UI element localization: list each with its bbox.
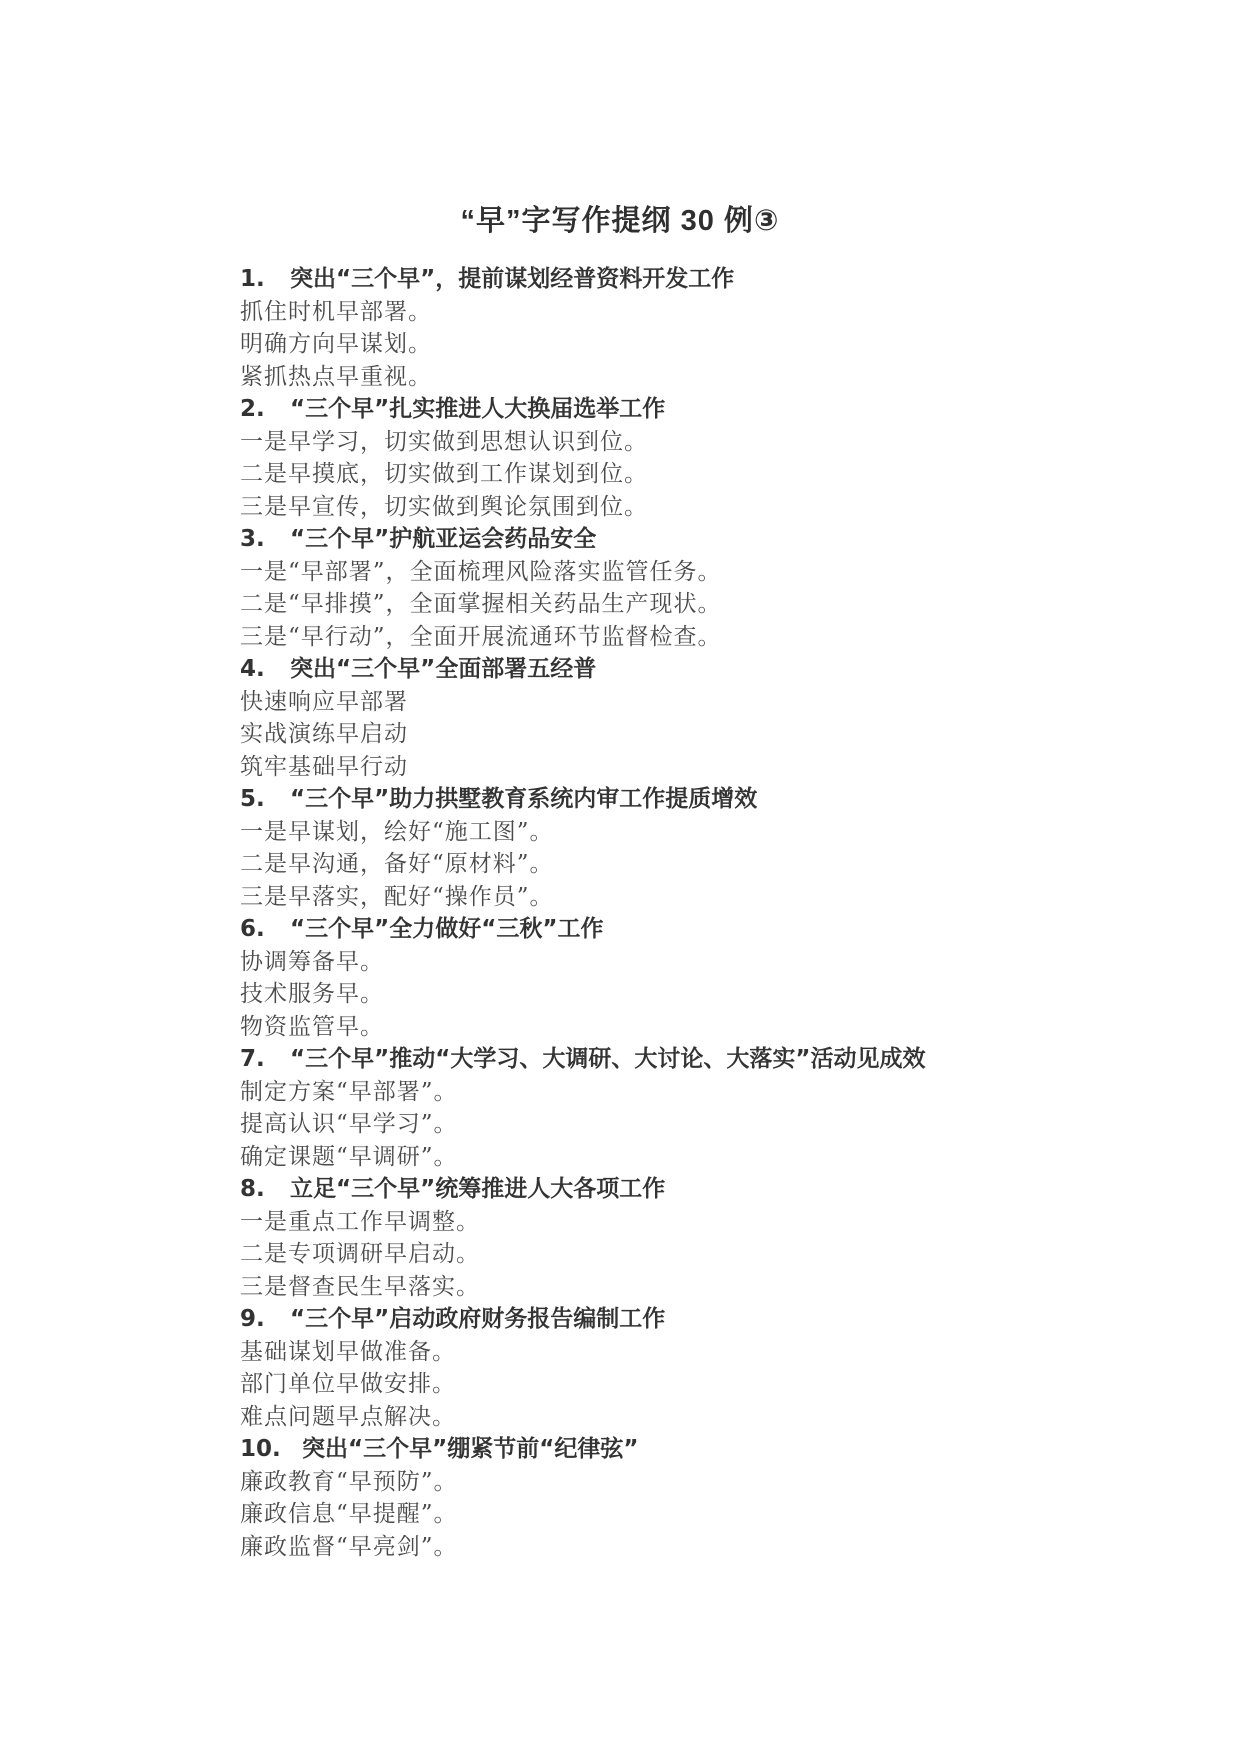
outline-item: 明确方向早谋划。 <box>240 331 432 357</box>
outline-item: 三是“早行动”，全面开展流通环节监督检查。 <box>240 623 722 650</box>
section-heading-text: 突出“三个早”全面部署五经普 <box>290 656 597 682</box>
outline-section-8 <box>240 1173 1140 1303</box>
section-heading-text: “三个早”启动政府财务报告编制工作 <box>290 1306 666 1332</box>
outline-section-6 <box>240 913 1140 1043</box>
section-heading-text: 立足“三个早”统筹推进人大各项工作 <box>290 1176 666 1202</box>
section-heading <box>240 653 1140 686</box>
section-heading-text: “三个早”助力拱墅教育系统内审工作提质增效 <box>290 786 758 812</box>
outline-item: 二是早摸底，切实做到工作谋划到位。 <box>240 461 648 487</box>
section-heading <box>240 1173 1140 1206</box>
section-heading <box>240 1043 1140 1076</box>
outline-item: 三是早落实，配好“操作员”。 <box>240 883 554 910</box>
outline-section-2 <box>240 393 1140 523</box>
outline-item: 二是早沟通，备好“原材料”。 <box>240 851 554 877</box>
outline-item: 物资监管早。 <box>240 1013 384 1040</box>
outline-item: 廉政教育“早预防”。 <box>240 1468 458 1495</box>
outline-section-10 <box>240 1433 1140 1563</box>
outline-item: 基础谋划早做准备。 <box>240 1338 456 1365</box>
section-number: 5. <box>240 786 265 812</box>
outline-item: 紧抓热点早重视。 <box>240 363 432 390</box>
outline-item: 提高认识“早学习”。 <box>240 1111 458 1137</box>
outline-item: 技术服务早。 <box>240 981 384 1007</box>
outline-item: 一是“早部署”，全面梳理风险落实监管任务。 <box>240 558 722 585</box>
outline-item: 二是专项调研早启动。 <box>240 1241 480 1267</box>
outline-item: 三是早宣传，切实做到舆论氛围到位。 <box>240 493 648 520</box>
section-heading <box>240 523 1140 556</box>
outline-item: 廉政信息“早提醒”。 <box>240 1501 458 1527</box>
outline-section-3 <box>240 523 1140 653</box>
section-heading-text: 突出“三个早”，提前谋划经普资料开发工作 <box>290 266 735 292</box>
section-number: 4. <box>240 656 265 682</box>
outline-item: 制定方案“早部署”。 <box>240 1078 458 1105</box>
section-number: 3. <box>240 526 265 552</box>
outline-item: 确定课题“早调研”。 <box>240 1143 458 1170</box>
outline-section-4 <box>240 653 1140 783</box>
section-number: 6. <box>240 916 265 942</box>
section-heading-text: “三个早”全力做好“三秋”工作 <box>290 916 604 942</box>
outline-item: 筑牢基础早行动 <box>240 753 408 780</box>
section-heading <box>240 913 1140 946</box>
outline-item: 快速响应早部署 <box>240 688 408 715</box>
section-heading-text: “三个早”扎实推进人大换届选举工作 <box>290 396 666 422</box>
outline-section-9 <box>240 1303 1140 1433</box>
outline-item: 实战演练早启动 <box>240 721 408 747</box>
outline-item: 抓住时机早部署。 <box>240 298 432 325</box>
section-number: 2. <box>240 396 265 422</box>
outline-item: 一是早谋划，绘好“施工图”。 <box>240 818 554 845</box>
section-heading <box>240 783 1140 816</box>
outline-list <box>240 263 1140 1563</box>
outline-item: 三是督查民生早落实。 <box>240 1273 480 1300</box>
section-number: 9. <box>240 1306 265 1332</box>
outline-section-7 <box>240 1043 1140 1173</box>
outline-item: 部门单位早做安排。 <box>240 1371 456 1397</box>
section-heading-text: “三个早”护航亚运会药品安全 <box>290 526 597 552</box>
section-number: 10. <box>240 1436 281 1462</box>
outline-item: 一是早学习，切实做到思想认识到位。 <box>240 428 648 455</box>
section-heading <box>240 1433 1140 1466</box>
section-number: 7. <box>240 1046 265 1072</box>
outline-section-1 <box>240 263 1140 393</box>
outline-item: 协调筹备早。 <box>240 948 384 975</box>
outline-item: 二是“早排摸”，全面掌握相关药品生产现状。 <box>240 591 722 617</box>
section-heading-text: 突出“三个早”绷紧节前“纪律弦” <box>302 1436 639 1462</box>
section-heading <box>240 1303 1140 1336</box>
section-heading <box>240 393 1140 426</box>
outline-item: 难点问题早点解决。 <box>240 1403 456 1430</box>
section-heading <box>240 263 1140 296</box>
outline-section-5 <box>240 783 1140 913</box>
outline-item: 廉政监督“早亮剑”。 <box>240 1533 458 1560</box>
outline-item: 一是重点工作早调整。 <box>240 1208 480 1235</box>
document-title: “早”字写作提纲 30 例③ <box>460 205 780 237</box>
section-heading-text: “三个早”推动“大学习、大调研、大讨论、大落实”活动见成效 <box>290 1046 926 1072</box>
section-number: 1. <box>240 266 265 292</box>
section-number: 8. <box>240 1176 265 1202</box>
